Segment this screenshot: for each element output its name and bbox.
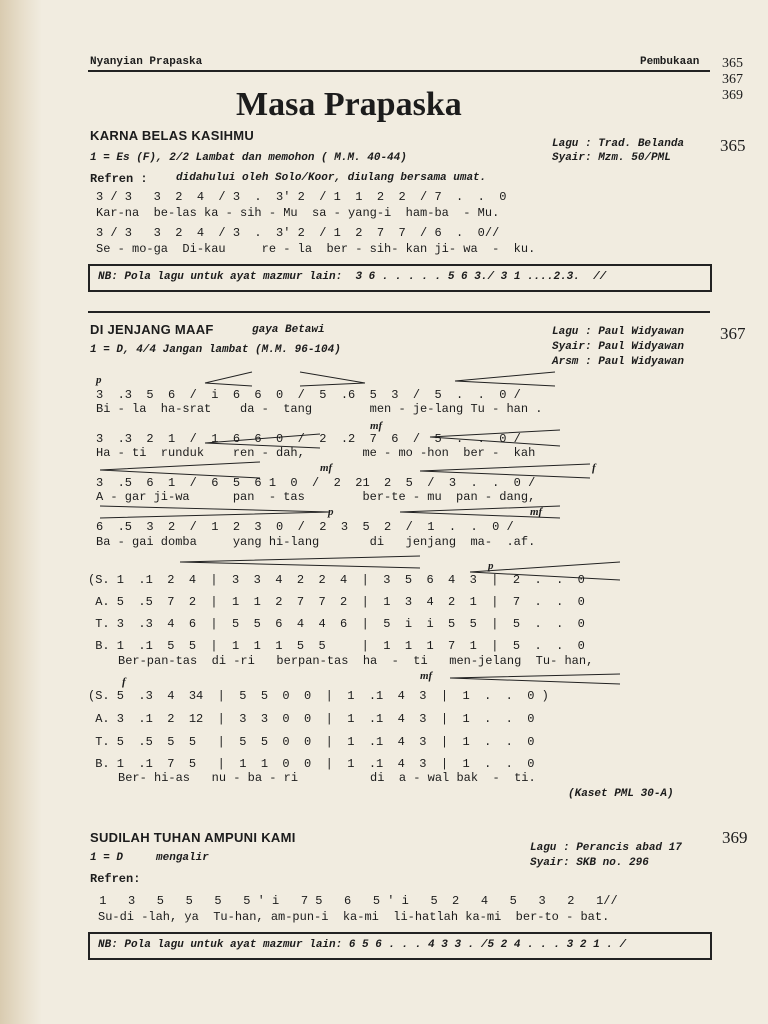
running-header-left: Nyanyian Prapaska bbox=[90, 56, 203, 68]
song-365-nb-text: NB: Pola lagu untuk ayat mazmur lain: 3 6 . . . . . 5 6 3./ 3 1 ....2.3. // bbox=[98, 271, 607, 283]
song-367-arranger: Arsm : Paul Widyawan bbox=[552, 356, 685, 368]
song-369-number: 369 bbox=[722, 828, 748, 847]
song-369-composer: Lagu : Perancis abad 17 bbox=[530, 842, 682, 854]
song-367-composer: Lagu : Paul Widyawan bbox=[552, 326, 685, 338]
choir-2-lyrics: Ber- hi-as nu - ba - ri di a - wal bak - ti. bbox=[118, 771, 536, 785]
choir-2-tenor: T. 5 .5 5 5 | 5 5 0 0 | 1 .1 4 3 | 1 . . 0 bbox=[88, 735, 535, 749]
song-367-lyrics-2: Ha - ti runduk ren - dah, me - mo -hon ber - kah bbox=[96, 446, 536, 460]
choir-1-tenor: T. 3 .3 4 6 | 5 5 6 4 4 6 | 5 i i 5 5 | 5 . . 0 bbox=[88, 617, 585, 631]
song-365-lyrics-2: Se - mo-ga Di-kau re - la ber - sih- kan ji- wa - ku. bbox=[96, 242, 536, 256]
page-title: Masa Prapaska bbox=[236, 86, 462, 123]
page-number-369: 369 bbox=[722, 88, 743, 103]
dynamic-p-2: p bbox=[328, 506, 334, 518]
dynamic-f-1: f bbox=[592, 462, 596, 474]
dynamic-p-3: p bbox=[488, 560, 494, 572]
page-number-365: 365 bbox=[722, 56, 743, 71]
song-367-number: 367 bbox=[720, 324, 746, 343]
song-367-lyrics-4: Ba - gai domba yang hi-lang di jenjang ma- .af. bbox=[96, 535, 536, 549]
song-367-notes-3: 3 .5 6 1 / 6 5 6 1 0 / 2 21 2 5 / 3 . . 0 / bbox=[96, 476, 536, 490]
choir-1-alto: A. 5 .5 7 2 | 1 1 2 7 7 2 | 1 3 4 2 1 | 7 . . 0 bbox=[88, 595, 585, 609]
song-369-lyrics: Su-di -lah, ya Tu-han, am-pun-i ka-mi li-hatlah ka-mi ber-to - bat. bbox=[98, 910, 610, 924]
song-367-lyrics-3: A - gar ji-wa pan - tas ber-te - mu pan - dang, bbox=[96, 490, 536, 504]
song-365-composer: Lagu : Trad. Belanda bbox=[552, 138, 685, 150]
song-369-title: SUDILAH TUHAN AMPUNI KAMI bbox=[90, 830, 296, 845]
choir-1-lyrics: Ber-pan-tas di -ri berpan-tas ha - ti men-jelang Tu- han, bbox=[118, 654, 594, 668]
song-365-title: KARNA BELAS KASIHMU bbox=[90, 128, 255, 143]
song-365-number: 365 bbox=[720, 136, 746, 155]
dynamic-mf-3: mf bbox=[530, 506, 543, 518]
song-367-lyricist: Syair: Paul Widyawan bbox=[552, 341, 685, 353]
dynamic-p-1: p bbox=[96, 374, 102, 386]
choir-1-soprano: (S. 1 .1 2 4 | 3 3 4 2 2 4 | 3 5 6 4 3 | 2 . . 0 bbox=[88, 573, 585, 587]
song-365-refren-label: Refren : bbox=[90, 172, 148, 186]
running-header-right: Pembukaan bbox=[640, 56, 700, 68]
choir-2-alto: A. 3 .1 2 12 | 3 3 0 0 | 1 .1 4 3 | 1 . . 0 bbox=[88, 712, 535, 726]
song-367-lyrics-1: Bi - la ha-srat da - tang men - je-lang Tu - han . bbox=[96, 402, 543, 416]
song-369-notes: 1 3 5 5 5 5 ' i 7 5 6 5 ' i 5 2 4 5 3 2 1// bbox=[92, 894, 618, 908]
dynamic-mf-4: mf bbox=[420, 670, 433, 682]
song-365-notes-1: 3 / 3 3 2 4 / 3 . 3' 2 / 1 1 2 2 / 7 . . 0 bbox=[96, 190, 507, 204]
song-367-key-tempo: 1 = D, 4/4 Jangan lambat (M.M. 96-104) bbox=[90, 344, 341, 356]
song-367-title: DI JENJANG MAAF bbox=[90, 322, 214, 337]
song-369-lyricist: Syair: SKB no. 296 bbox=[530, 857, 649, 869]
song-369-nb-box bbox=[88, 932, 712, 960]
choir-2-bass: B. 1 .1 7 5 | 1 1 0 0 | 1 .1 4 3 | 1 . . 0 bbox=[88, 757, 535, 771]
song-367-style: gaya Betawi bbox=[252, 324, 325, 336]
song-369-nb-text: NB: Pola lagu untuk ayat mazmur lain: 6 5 6 . . . 4 3 3 . /5 2 4 . . . 3 2 1 . / bbox=[98, 939, 627, 951]
song-367-notes-2: 3 .3 2 1 / 1 6 6 0 / 2 .2 7 6 / 5 . . 0 / bbox=[96, 432, 521, 446]
song-367-notes-1: 3 .3 5 6 / i 6 6 0 / 5 .6 5 3 / 5 . . 0 / bbox=[96, 388, 521, 402]
choir-2-soprano: (S. 5 .3 4 34 | 5 5 0 0 | 1 .1 4 3 | 1 . . 0 ) bbox=[88, 689, 549, 703]
song-365-refren-note: didahului oleh Solo/Koor, diulang bersama umat. bbox=[176, 172, 487, 184]
song-365-lyricist: Syair: Mzm. 50/PML bbox=[552, 152, 671, 164]
song-365-notes-2: 3 / 3 3 2 4 / 3 . 3' 2 / 1 2 7 7 / 6 . 0// bbox=[96, 226, 500, 240]
song-369-refren-label: Refren: bbox=[90, 872, 141, 886]
dynamic-f-2: f bbox=[122, 676, 126, 688]
song-369-key-tempo: 1 = D mengalir bbox=[90, 852, 209, 864]
choir-1-bass: B. 1 .1 5 5 | 1 1 1 5 5 | 1 1 1 7 1 | 5 . . 0 bbox=[88, 639, 585, 653]
song-365-key-tempo: 1 = Es (F), 2/2 Lambat dan memohon ( M.M. 40-44) bbox=[90, 152, 407, 164]
song-367-notes-4: 6 .5 3 2 / 1 2 3 0 / 2 3 5 2 / 1 . . 0 / bbox=[96, 520, 514, 534]
song-365-lyrics-1: Kar-na be-las ka - sih - Mu sa - yang-i ham-ba - Mu. bbox=[96, 206, 500, 220]
dynamic-mf-2: mf bbox=[320, 462, 333, 474]
dynamic-mf-1: mf bbox=[370, 420, 383, 432]
page-number-367: 367 bbox=[722, 72, 743, 87]
song-367-recording-ref: (Kaset PML 30-A) bbox=[568, 788, 674, 800]
